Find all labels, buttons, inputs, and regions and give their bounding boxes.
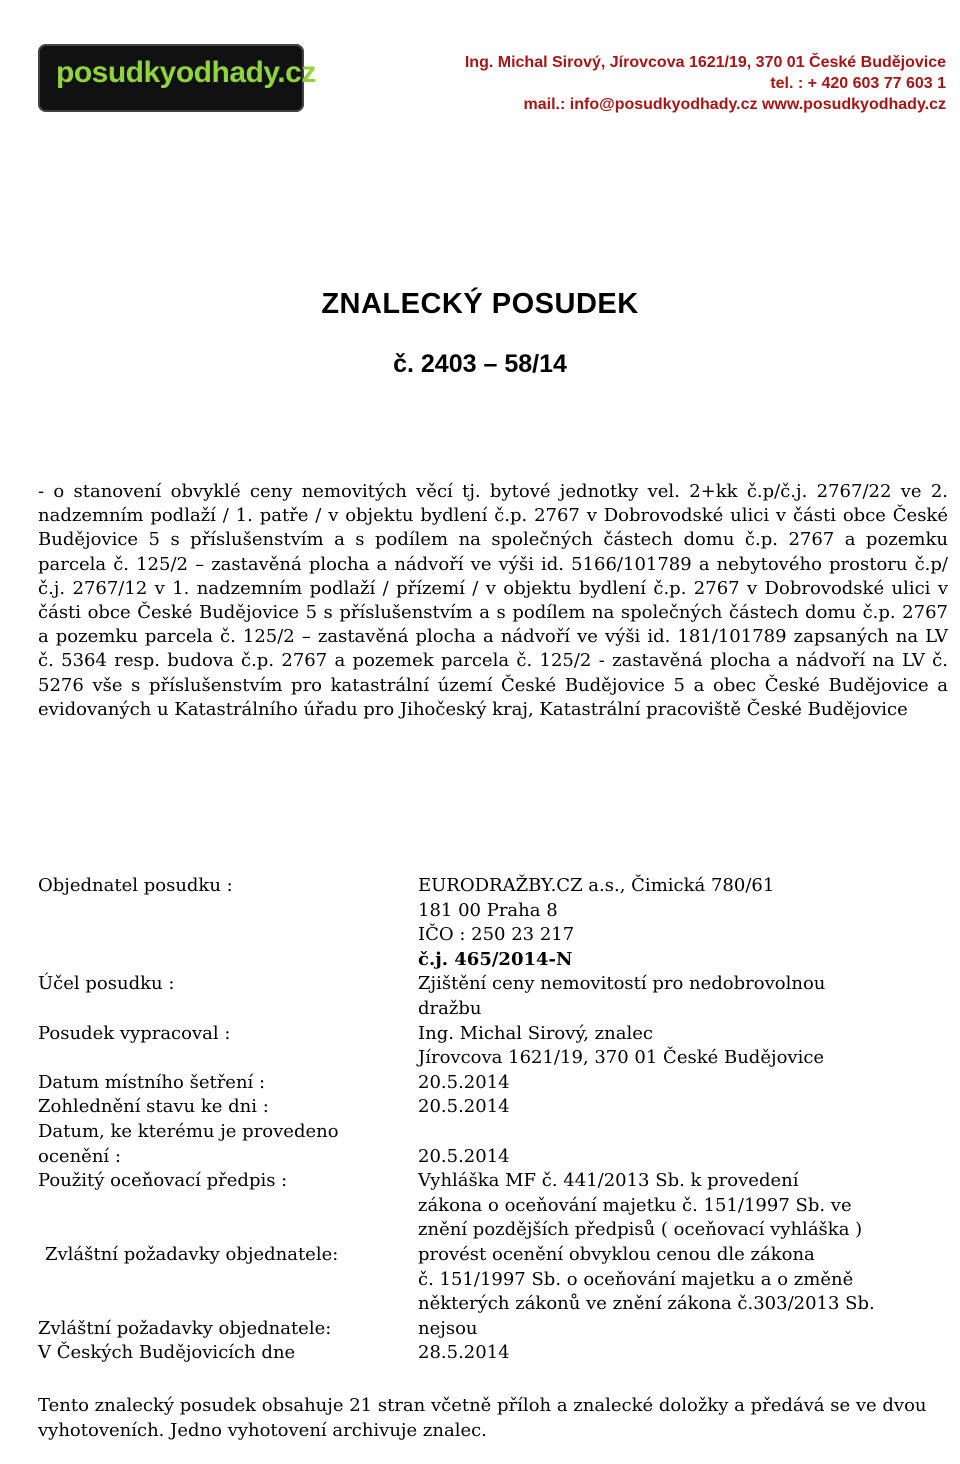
- document-title: ZNALECKÝ POSUDEK: [321, 288, 639, 320]
- valuation-date-label: ocenění :: [38, 1145, 121, 1167]
- valuation-date-row: [38, 1120, 948, 1169]
- place-date-value: 28.5.2014: [418, 1342, 510, 1364]
- state-date-row: [38, 1095, 948, 1120]
- client-line: EURODRAŽBY.CZ a.s., Čimická 780/61: [418, 875, 775, 896]
- client-row: [38, 874, 948, 972]
- client-line: IČO : 250 23 217: [418, 924, 575, 946]
- inspection-date-row: [38, 1071, 948, 1096]
- place-date-label: V Českých Budějovicích dne: [38, 1342, 296, 1364]
- document-number: č. 2403 – 58/14: [393, 350, 567, 378]
- contact-mail-web: mail.: info@posudkyodhady.cz www.posudkyodhady.cz: [523, 96, 946, 113]
- regulation-line: Vyhláška MF č. 441/2013 Sb. k provedení: [418, 1170, 799, 1192]
- company-logo: [38, 44, 316, 112]
- contact-phone: tel. : + 420 603 77 603 1: [770, 75, 946, 92]
- inspection-date-label: Datum místního šetření :: [38, 1071, 266, 1093]
- special-requirements-label: Zvláštní požadavky objednatele:: [45, 1243, 339, 1265]
- state-date-value: 20.5.2014: [418, 1096, 510, 1118]
- purpose-label: Účel posudku :: [38, 973, 175, 995]
- special-requirements-line: provést ocenění obvyklou cenou dle zákona: [418, 1243, 815, 1265]
- author-line: Jírovcova 1621/19, 370 01 České Budějovice: [418, 1047, 825, 1069]
- valuation-date-label: Datum, ke kterému je provedeno: [38, 1120, 339, 1142]
- state-date-label: Zohlednění stavu ke dni :: [38, 1096, 269, 1118]
- purpose-line: Zjištění ceny nemovitostí pro nedobrovolnou: [418, 973, 826, 995]
- purpose-row: [38, 972, 948, 1021]
- client-reference: č.j. 465/2014-N: [418, 948, 573, 970]
- contact-address: Ing. Michal Sirový, Jírovcova 1621/19, 370 01 České Budějovice: [464, 54, 946, 71]
- logo-text: posudkyodhady.cz: [56, 56, 316, 89]
- special-requirements-row: [38, 1218, 948, 1316]
- author-row: [38, 1022, 948, 1071]
- special-requirements-line: č. 151/1997 Sb. o oceňování majetku a o změně: [418, 1268, 854, 1290]
- regulation-label: Použitý oceňovací předpis :: [38, 1170, 288, 1192]
- special-requirements-label-2: Zvláštní požadavky objednatele:: [38, 1317, 332, 1339]
- author-label: Posudek vypracoval :: [38, 1022, 231, 1044]
- report-details: [38, 874, 948, 1366]
- subject-description: - o stanovení obvyklé ceny nemovitých věcí tj. bytové jednotky vel. 2+kk č.p/č.j. 2767/22 ve 2. nadzemním podlaží / 1. patře / v objektu bydlení č.p. 2767 v Dobrovodské ulici v části obce České Budějovice 5 s příslušenstvím a s podílem na společných částech domu č.p. 2767 a pozemku parcela č. 125/2 – zastavěná plocha a nádvoří ve výši id. 5166/101789 a nebytového prostoru č.p/č.j. 2767/12 v 1. nadzemním podlaží / přízemí / v objektu bydlení č.p. 2767 v Dobrovodské ulici v části obce České Budějovice 5 s příslušenstvím a s podílem na společných částech domu č.p. 2767 a pozemku parcela č. 125/2 – zastavěná plocha a nádvoří ve výši id. 181/101789 zapsaných na LV č. 5364 resp. budova č.p. 2767 a pozemek parcela č. 125/2 - zastavěná plocha a nádvoří na LV č. 5276 vše s příslušenstvím pro katastrální území České Budějovice 5 a obec České Budějovice a evidovaných u Katastrálního úřadu pro Jihočeský kraj, Katastrální pracoviště České Budějovice: [38, 481, 948, 720]
- author-line: Ing. Michal Sirový, znalec: [418, 1022, 653, 1044]
- special-requirements-line: některých zákonů ve znění zákona č.303/2013 Sb.: [418, 1293, 875, 1315]
- place-date-row: [38, 1341, 948, 1366]
- footer-note: Tento znalecký posudek obsahuje 21 stran včetně příloh a znalecké doložky a předává se ve dvou vyhotoveních. Jedno vyhotovení archivuje znalec.: [38, 1395, 927, 1441]
- client-label: Objednatel posudku :: [38, 875, 233, 896]
- special-requirements-row-2: [38, 1317, 948, 1342]
- regulation-line: zákona o oceňování majetku č. 151/1997 Sb. ve: [418, 1194, 852, 1216]
- regulation-line: znění pozdějších předpisů ( oceňovací vyhláška ): [418, 1219, 863, 1241]
- valuation-date-value: 20.5.2014: [418, 1145, 510, 1167]
- special-requirements-value-2: nejsou: [418, 1317, 478, 1339]
- client-line: 181 00 Praha 8: [418, 899, 558, 921]
- inspection-date-value: 20.5.2014: [418, 1071, 510, 1093]
- contact-block: [465, 52, 946, 115]
- purpose-line: dražbu: [418, 997, 482, 1019]
